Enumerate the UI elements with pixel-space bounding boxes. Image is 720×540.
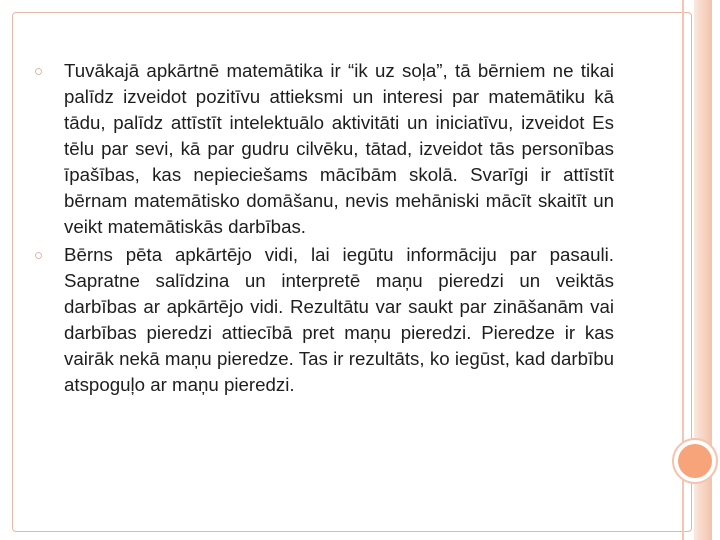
bullet-text-2: Bērns pēta apkārtējo vidi, lai iegūtu informāciju par pasauli. Sapratne salīdzina un interpretē maņu pieredzi un veiktās darbības ar apkārtējo vidi. Rezultātu var saukt par zināšanām vai darbības pieredzi attiecībā pret maņu pieredzi. Pieredze ir kas vairāk nekā maņu pieredze. Tas ir rezultāts, ko iegūst, kad darbību atspoguļo ar maņu pieredzi. — [64, 244, 614, 395]
bullet-item-1 — [34, 58, 614, 240]
bullet-text-1: Tuvākajā apkārtnē matemātika ir “ik uz soļa”, tā bērniem ne tikai palīdz izveidot pozitīvu attieksmi un interesi par matemātiku kā tādu, palīdz attīstīt intelektuālo aktivitāti un iniciatīvu, izveidot Es tēlu par sevi, kā par gudru cilvēku, tātad, izveidot tās personības īpašības, kas nepieciešams mācībām skolā. Svarīgi ir attīstīt bērnam matemātisko domāšanu, nevis mehāniski mācīt skaitīt un veikt matemātiskās darbības. — [64, 60, 614, 237]
circle-bullet-icon: ○ — [34, 63, 44, 80]
decorative-circle-icon — [678, 444, 712, 478]
slide-content — [34, 58, 614, 400]
bullet-item-2 — [34, 242, 614, 398]
circle-bullet-icon: ○ — [34, 247, 44, 264]
